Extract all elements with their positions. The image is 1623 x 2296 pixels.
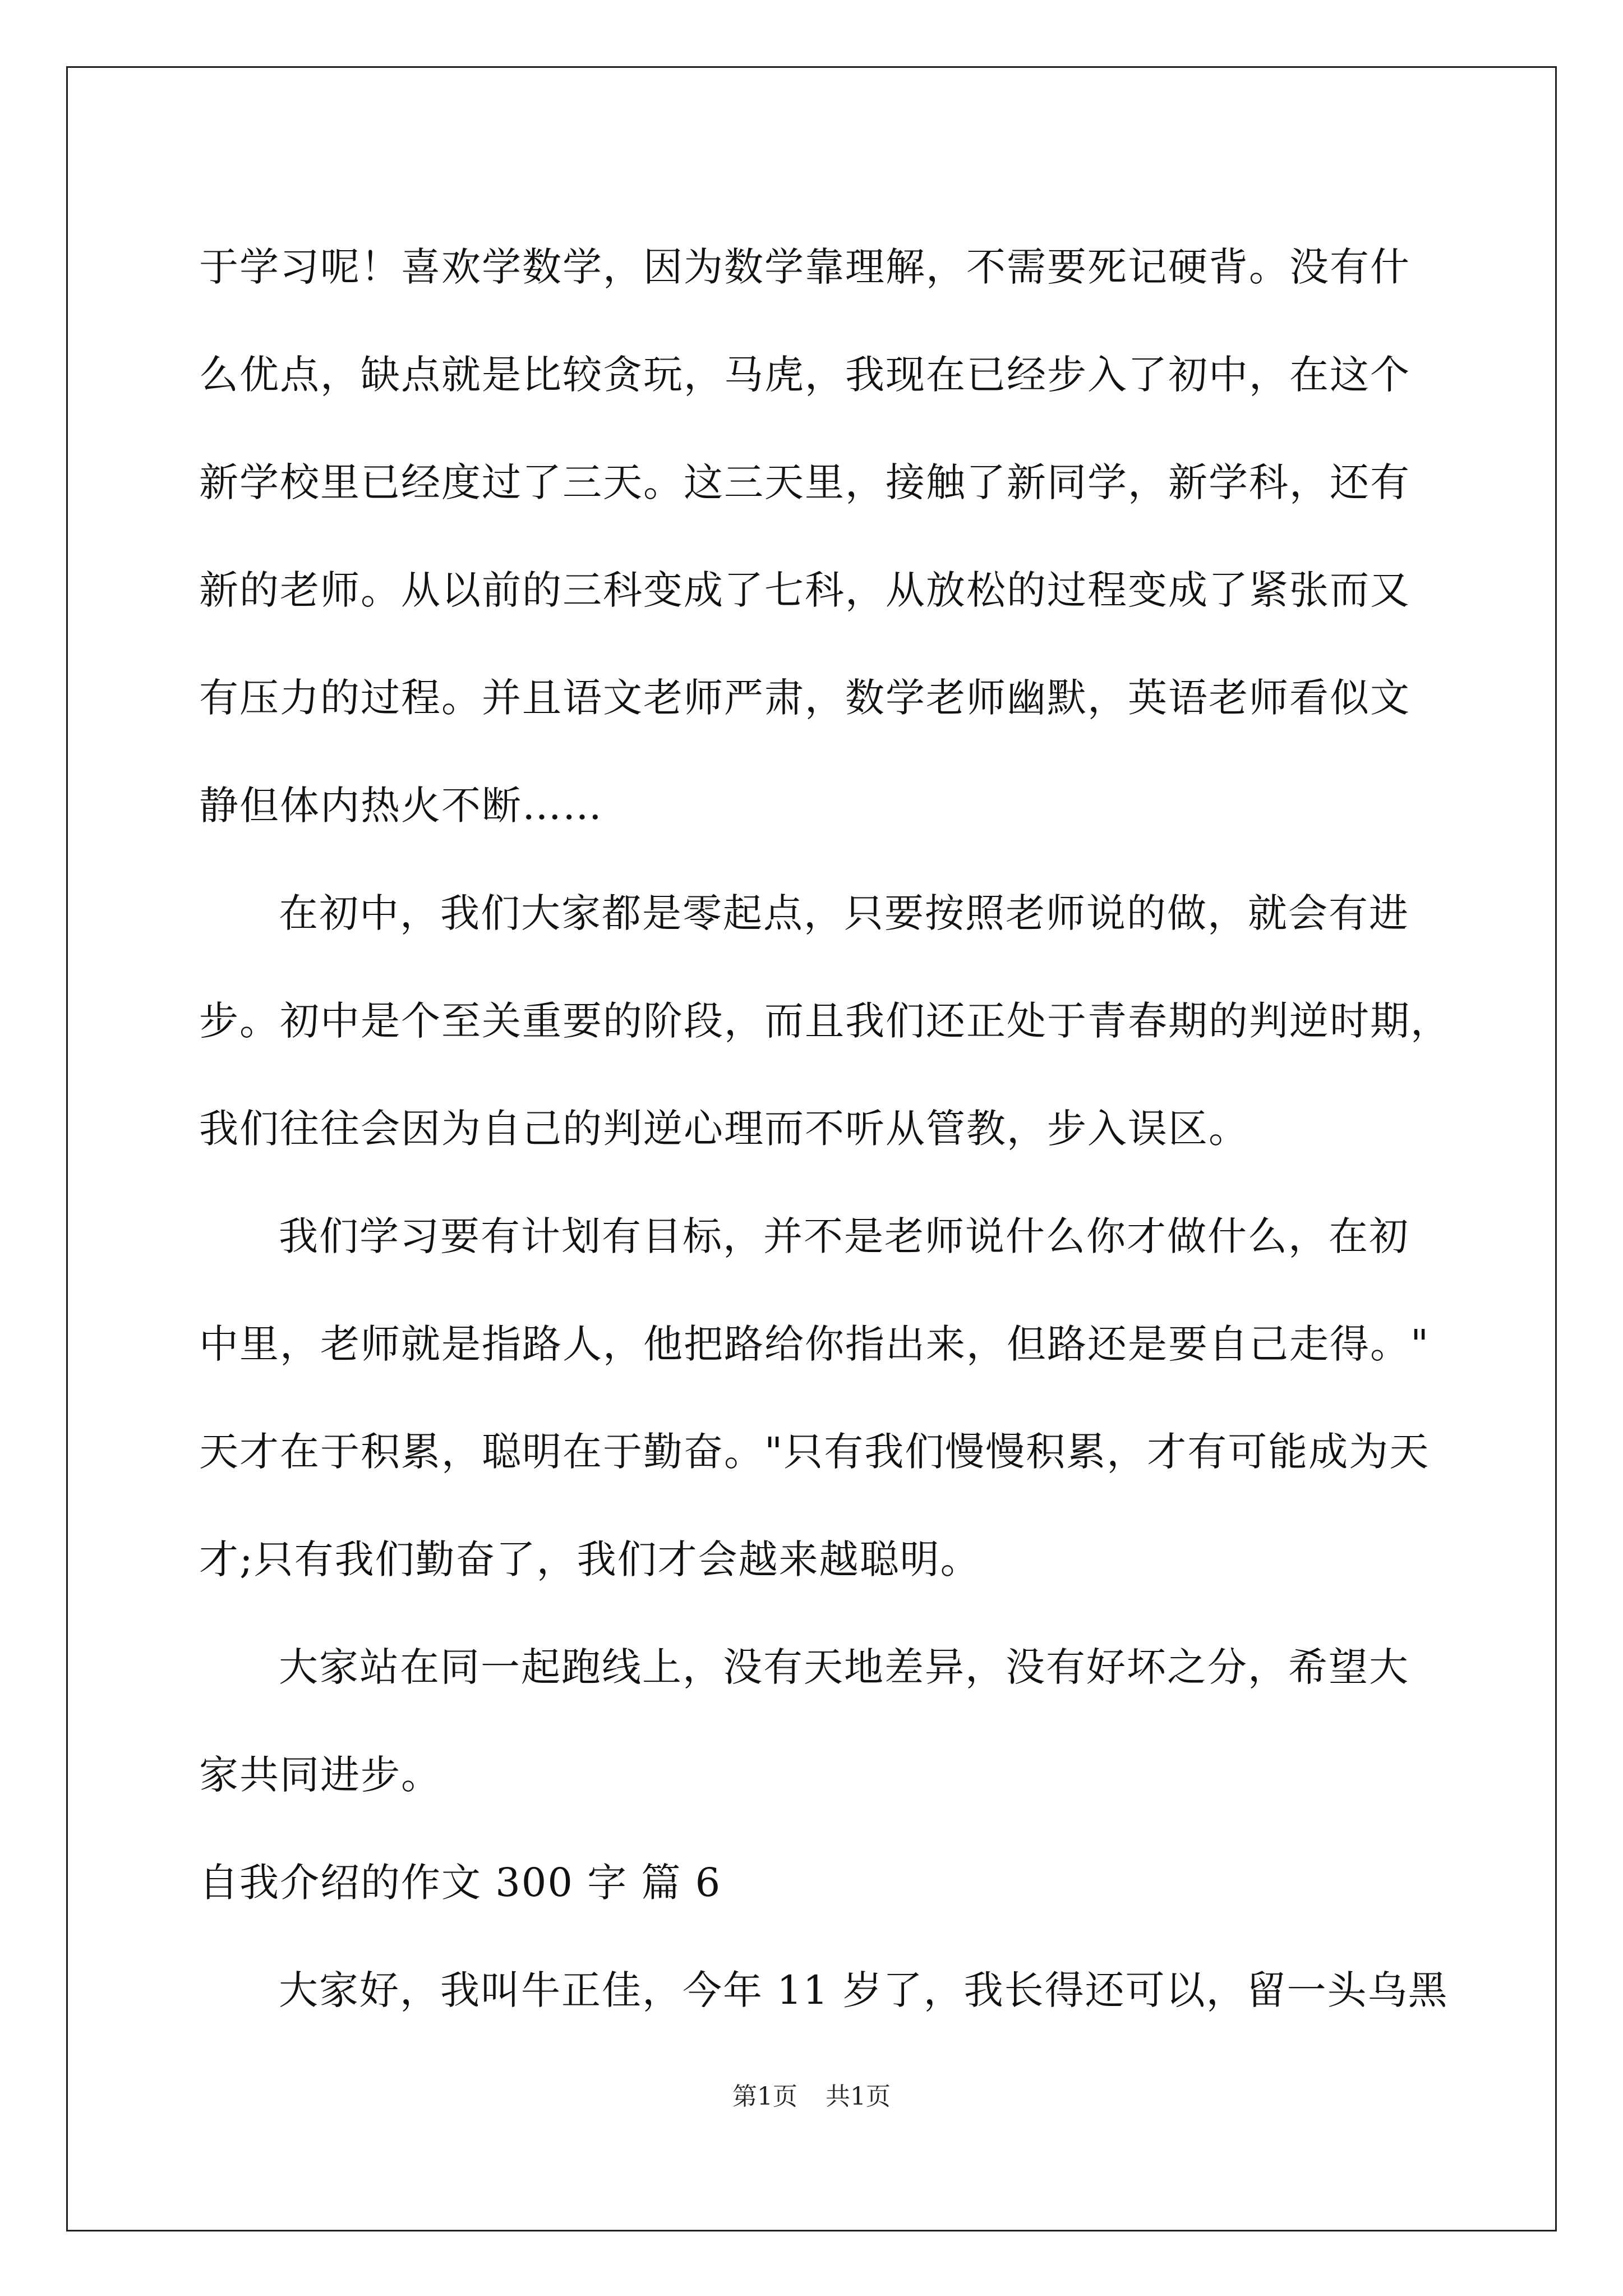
text-line-3: 新学校里已经度过了三天。这三天里，接触了新同学，新学科，还有 bbox=[199, 459, 1410, 505]
page-total: 共1页 bbox=[826, 2082, 891, 2111]
text-line-13: 才;只有我们勤奋了，我们才会越来越聪明。 bbox=[199, 1536, 981, 1582]
text-line-6: 静但体内热火不断…… bbox=[199, 783, 603, 829]
text-line-11: 中里，老师就是指路人，他把路给你指出来，但路还是要自己走得。" bbox=[199, 1321, 1430, 1367]
page-footer bbox=[0, 2080, 1623, 2114]
text-line-7: 在初中，我们大家都是零起点，只要按照老师说的做，就会有进 bbox=[279, 890, 1409, 936]
section-heading: 自我介绍的作文 300 字 篇 6 bbox=[199, 1860, 722, 1906]
document-body bbox=[199, 213, 1450, 2044]
text-line-17: 大家好，我叫牛正佳，今年 11 岁了，我长得还可以，留一头乌黑 bbox=[279, 1967, 1449, 2013]
text-line-2: 么优点，缺点就是比较贪玩，马虎，我现在已经步入了初中，在这个 bbox=[199, 352, 1410, 398]
text-line-5: 有压力的过程。并且语文老师严肃，数学老师幽默，英语老师看似文 bbox=[199, 675, 1410, 721]
text-line-1: 于学习呢！喜欢学数学，因为数学靠理解，不需要死记硬背。没有什 bbox=[199, 244, 1410, 290]
text-line-15: 家共同进步。 bbox=[199, 1752, 441, 1798]
text-line-4: 新的老师。从以前的三科变成了七科，从放松的过程变成了紧张而又 bbox=[199, 567, 1410, 613]
text-line-9: 我们往往会因为自己的判逆心理而不听从管教，步入误区。 bbox=[199, 1106, 1249, 1152]
text-line-12: 天才在于积累，聪明在于勤奋。"只有我们慢慢积累，才有可能成为天 bbox=[199, 1429, 1430, 1475]
text-line-10: 我们学习要有计划有目标，并不是老师说什么你才做什么，在初 bbox=[279, 1213, 1409, 1259]
text-line-14: 大家站在同一起跑线上，没有天地差异，没有好坏之分，希望大 bbox=[279, 1644, 1409, 1690]
text-line-8: 步。初中是个至关重要的阶段，而且我们还正处于青春期的判逆时期， bbox=[199, 998, 1451, 1044]
page-number: 第1页 bbox=[732, 2082, 797, 2111]
